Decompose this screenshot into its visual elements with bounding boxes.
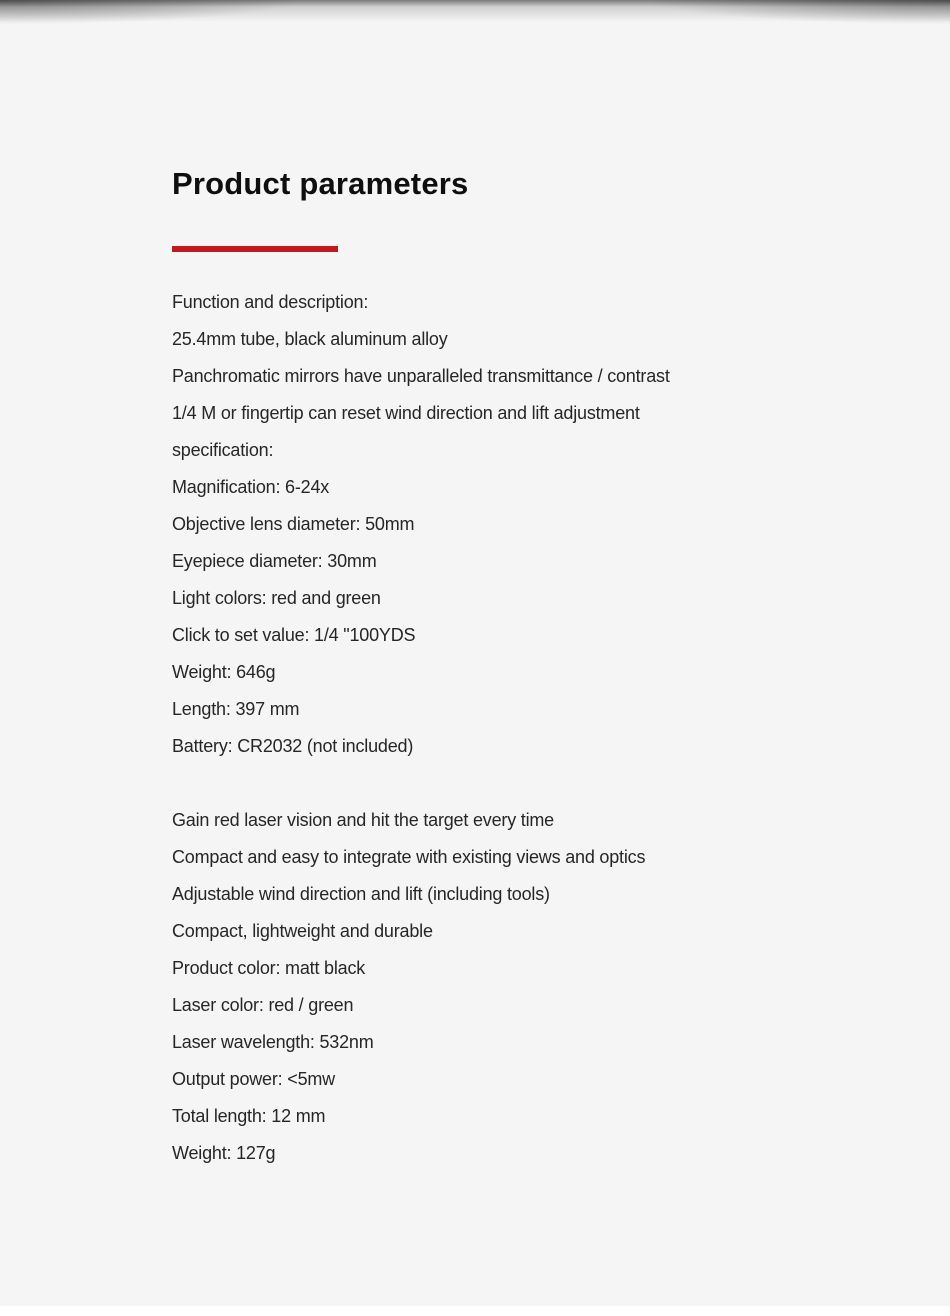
feature-line: Product color: matt black (172, 958, 366, 978)
spec-line: Magnification: 6-24x (172, 477, 330, 497)
spec-line: Length: 397 mm (172, 699, 300, 719)
spec-line: specification: (172, 440, 274, 460)
spec-line: Panchromatic mirrors have unparalleled transmittance / contrast (172, 366, 670, 386)
feature-line: Total length: 12 mm (172, 1106, 326, 1126)
spec-line: 25.4mm tube, black aluminum alloy (172, 329, 448, 349)
feature-line: Adjustable wind direction and lift (including tools) (172, 884, 550, 904)
spec-line: Eyepiece diameter: 30mm (172, 551, 377, 571)
red-divider (172, 246, 338, 252)
spec-line: Objective lens diameter: 50mm (172, 514, 415, 534)
spec-line: Light colors: red and green (172, 588, 381, 608)
spec-line: Battery: CR2032 (not included) (172, 736, 414, 756)
spec-line: 1/4 M or fingertip can reset wind direction and lift adjustment (172, 403, 640, 423)
spec-list (172, 284, 670, 765)
feature-list (172, 802, 645, 1172)
feature-line: Laser color: red / green (172, 995, 354, 1015)
feature-line: Output power: <5mw (172, 1069, 335, 1089)
spec-line: Function and description: (172, 292, 369, 312)
feature-line: Weight: 127g (172, 1143, 276, 1163)
feature-line: Compact, lightweight and durable (172, 921, 433, 941)
feature-line: Laser wavelength: 532nm (172, 1032, 374, 1052)
spec-line: Weight: 646g (172, 662, 276, 682)
bottom-white-strip (0, 1306, 950, 1316)
page-title: Product parameters (172, 166, 469, 201)
feature-line: Gain red laser vision and hit the target every time (172, 810, 554, 830)
spec-line: Click to set value: 1/4 "100YDS (172, 625, 416, 645)
feature-line: Compact and easy to integrate with existing views and optics (172, 847, 646, 867)
top-shadow-gradient (0, 0, 950, 30)
